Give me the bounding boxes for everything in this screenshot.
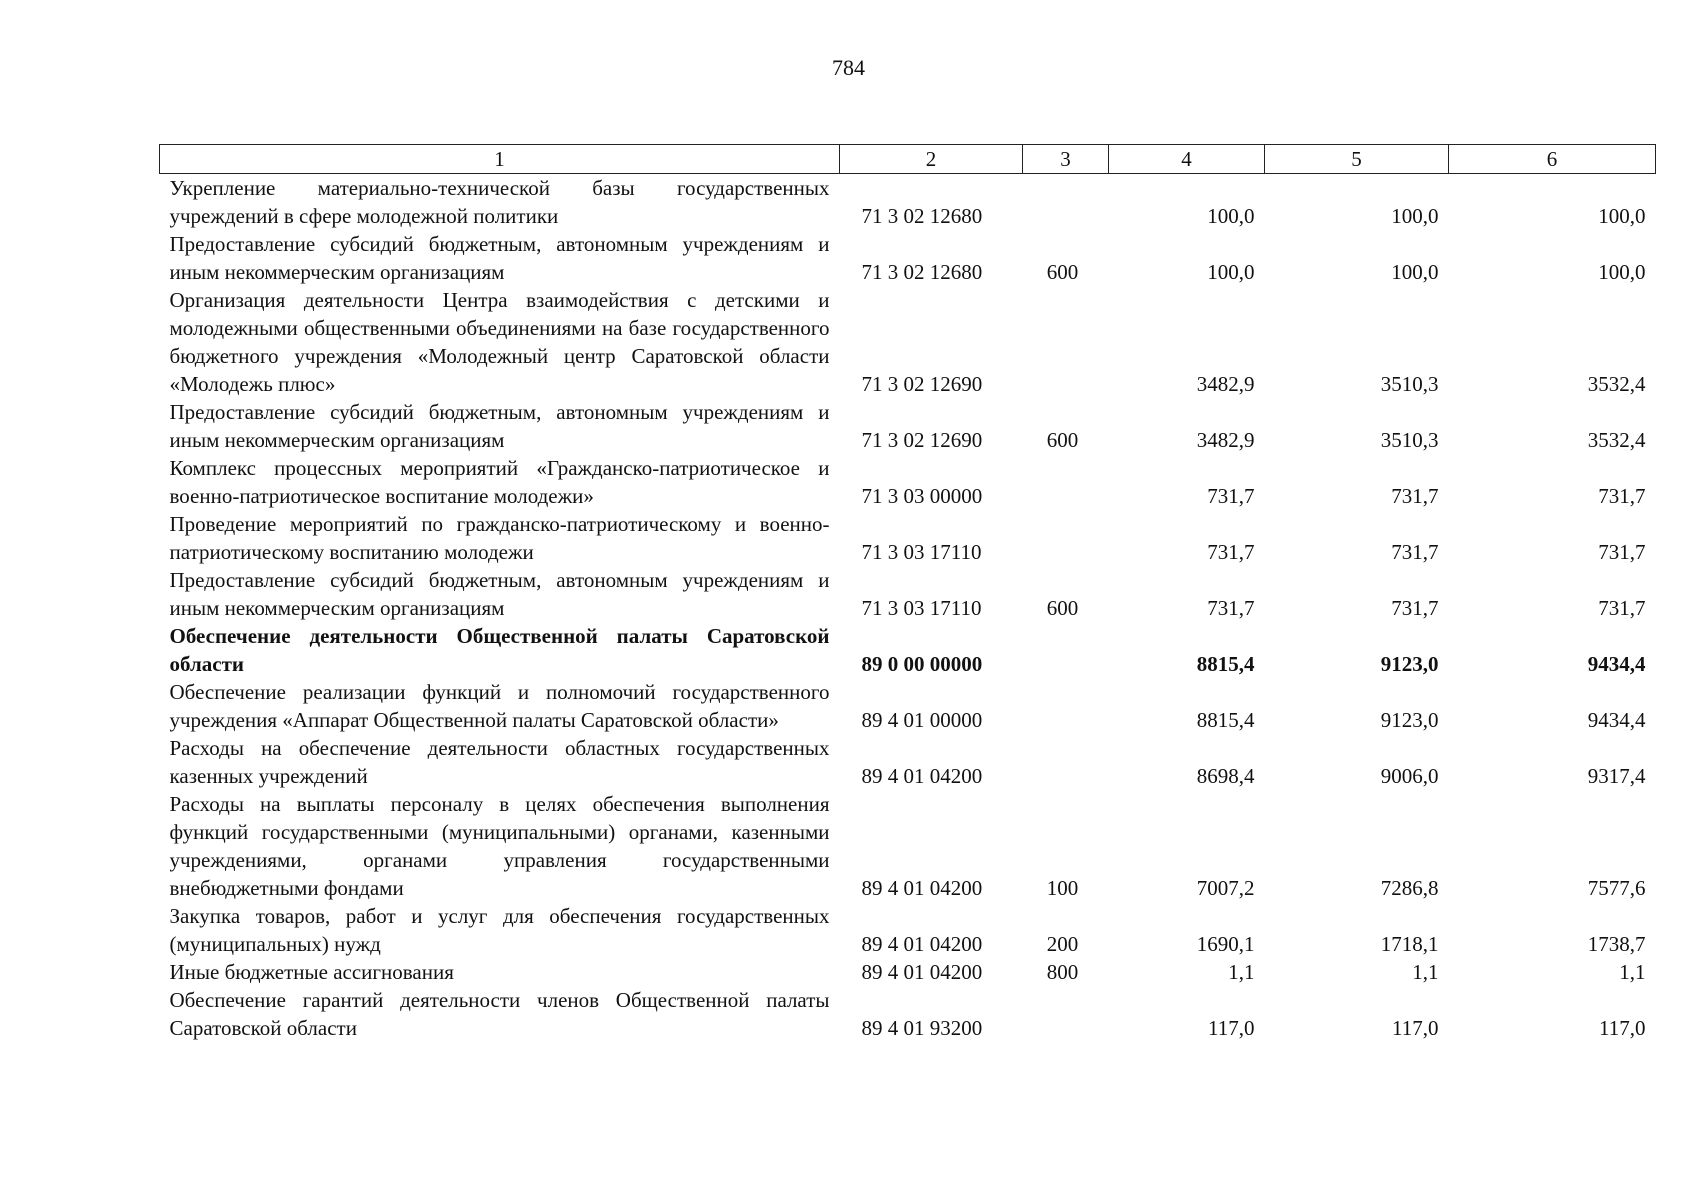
table-row [160, 790, 1656, 902]
table-row [160, 958, 1656, 986]
row-description: Предоставление субсидий бюджетным, автономным учреждениям и иным некоммерческим организациям [169, 232, 830, 284]
column-header-6: 6 [1449, 145, 1656, 174]
row-value-year-1: 731,7 [1207, 596, 1255, 620]
row-value-year-1: 8815,4 [1196, 652, 1255, 676]
table-row [160, 286, 1656, 398]
row-value-year-2: 731,7 [1391, 596, 1439, 620]
column-header-1: 1 [160, 145, 840, 174]
row-expense-type [1023, 454, 1109, 510]
row-value-year-2: 7286,8 [1380, 876, 1439, 900]
page-number: 784 [832, 55, 865, 80]
table-row [160, 566, 1656, 622]
row-value-year-3: 9317,4 [1587, 764, 1646, 788]
row-value-year-1: 100,0 [1207, 260, 1255, 284]
row-target-code: 89 4 01 93200 [861, 1016, 983, 1040]
row-description: Закупка товаров, работ и услуг для обеспечения государственных (муниципальных) нужд [169, 904, 830, 956]
row-value-year-2: 731,7 [1391, 484, 1439, 508]
row-target-code: 89 4 01 00000 [861, 708, 983, 732]
row-value-year-1: 8815,4 [1196, 708, 1255, 732]
row-target-code: 71 3 02 12680 [861, 204, 983, 228]
row-value-year-2: 1718,1 [1380, 932, 1439, 956]
table-row [160, 678, 1656, 734]
row-expense-type: 800 [1046, 960, 1079, 984]
row-value-year-3: 731,7 [1598, 596, 1646, 620]
row-value-year-1: 117,0 [1208, 1016, 1255, 1040]
row-value-year-2: 100,0 [1391, 204, 1439, 228]
row-value-year-2: 1,1 [1412, 960, 1439, 984]
row-description: Предоставление субсидий бюджетным, автономным учреждениям и иным некоммерческим организациям [169, 400, 830, 452]
row-description: Предоставление субсидий бюджетным, автономным учреждениям и иным некоммерческим организациям [169, 568, 830, 620]
row-expense-type [1023, 986, 1109, 1042]
row-value-year-3: 117,0 [1599, 1016, 1646, 1040]
row-description: Расходы на выплаты персоналу в целях обеспечения выполнения функций государственными (муниципальными) органами, казенными учреждениями, органами управления государственными внебюджетными фондами [169, 792, 830, 900]
row-expense-type: 200 [1046, 932, 1079, 956]
row-value-year-2: 731,7 [1391, 540, 1439, 564]
column-header-3: 3 [1023, 145, 1109, 174]
row-value-year-3: 9434,4 [1587, 708, 1646, 732]
row-value-year-3: 1,1 [1619, 960, 1646, 984]
row-expense-type [1023, 678, 1109, 734]
row-value-year-1: 731,7 [1207, 484, 1255, 508]
row-value-year-1: 1,1 [1228, 960, 1255, 984]
table-row [160, 986, 1656, 1042]
row-expense-type [1023, 622, 1109, 678]
row-value-year-2: 117,0 [1392, 1016, 1439, 1040]
row-description: Комплекс процессных мероприятий «Гражданско-патриотическое и военно-патриотическое воспитание молодежи» [169, 456, 830, 508]
row-target-code: 71 3 03 17110 [861, 596, 982, 620]
row-expense-type [1023, 174, 1109, 231]
row-description: Укрепление материально-технической базы государственных учреждений в сфере молодежной политики [169, 176, 830, 228]
row-target-code: 89 0 00 00000 [861, 652, 983, 676]
row-value-year-2: 9123,0 [1380, 652, 1439, 676]
column-header-5: 5 [1265, 145, 1449, 174]
row-value-year-3: 3532,4 [1587, 428, 1646, 452]
row-target-code: 71 3 02 12690 [861, 428, 983, 452]
row-expense-type [1023, 510, 1109, 566]
row-target-code: 71 3 03 00000 [861, 484, 983, 508]
row-value-year-3: 731,7 [1598, 540, 1646, 564]
table-row [160, 622, 1656, 678]
table-row [160, 398, 1656, 454]
row-value-year-2: 3510,3 [1380, 372, 1439, 396]
row-value-year-1: 3482,9 [1196, 428, 1255, 452]
table-row [160, 174, 1656, 231]
row-value-year-1: 731,7 [1207, 540, 1255, 564]
row-value-year-3: 9434,4 [1587, 652, 1646, 676]
row-description: Обеспечение реализации функций и полномочий государственного учреждения «Аппарат Общественной палаты Саратовской области» [169, 680, 830, 732]
row-target-code: 89 4 01 04200 [861, 960, 983, 984]
row-description: Проведение мероприятий по гражданско-патриотическому и военно-патриотическому воспитанию молодежи [169, 512, 830, 564]
table-row [160, 734, 1656, 790]
table-row [160, 902, 1656, 958]
row-target-code: 71 3 02 12690 [861, 372, 983, 396]
row-value-year-3: 731,7 [1598, 484, 1646, 508]
row-expense-type [1023, 734, 1109, 790]
row-expense-type: 100 [1046, 876, 1079, 900]
row-value-year-1: 1690,1 [1196, 932, 1255, 956]
row-value-year-3: 100,0 [1598, 204, 1646, 228]
row-target-code: 89 4 01 04200 [861, 764, 983, 788]
row-value-year-3: 1738,7 [1587, 932, 1646, 956]
row-value-year-2: 100,0 [1391, 260, 1439, 284]
column-header-2: 2 [840, 145, 1023, 174]
row-value-year-1: 100,0 [1207, 204, 1255, 228]
table-row [160, 454, 1656, 510]
row-expense-type [1023, 286, 1109, 398]
row-value-year-2: 9006,0 [1380, 764, 1439, 788]
row-expense-type: 600 [1046, 596, 1079, 620]
row-target-code: 89 4 01 04200 [861, 932, 983, 956]
row-description: Обеспечение гарантий деятельности членов Общественной палаты Саратовской области [169, 988, 830, 1040]
column-number-header-row [160, 145, 1656, 174]
row-value-year-1: 8698,4 [1196, 764, 1255, 788]
row-description: Организация деятельности Центра взаимодействия с детскими и молодежными общественными объединениями на базе государственного бюджетного учреждения «Молодежный центр Саратовской области «Молодежь плюс» [169, 288, 830, 396]
column-header-4: 4 [1109, 145, 1265, 174]
row-description: Обеспечение деятельности Общественной палаты Саратовской области [169, 624, 830, 676]
budget-table [159, 144, 1656, 1042]
row-value-year-2: 9123,0 [1380, 708, 1439, 732]
row-value-year-3: 3532,4 [1587, 372, 1646, 396]
row-description: Расходы на обеспечение деятельности областных государственных казенных учреждений [169, 736, 830, 788]
row-target-code: 89 4 01 04200 [861, 876, 983, 900]
row-expense-type: 600 [1046, 428, 1079, 452]
row-description: Иные бюджетные ассигнования [169, 960, 454, 984]
row-value-year-3: 100,0 [1598, 260, 1646, 284]
row-expense-type: 600 [1046, 260, 1079, 284]
row-value-year-2: 3510,3 [1380, 428, 1439, 452]
table-row [160, 230, 1656, 286]
row-target-code: 71 3 03 17110 [861, 540, 982, 564]
row-value-year-3: 7577,6 [1587, 876, 1646, 900]
row-value-year-1: 7007,2 [1196, 876, 1255, 900]
table-row [160, 510, 1656, 566]
row-value-year-1: 3482,9 [1196, 372, 1255, 396]
row-target-code: 71 3 02 12680 [861, 260, 983, 284]
